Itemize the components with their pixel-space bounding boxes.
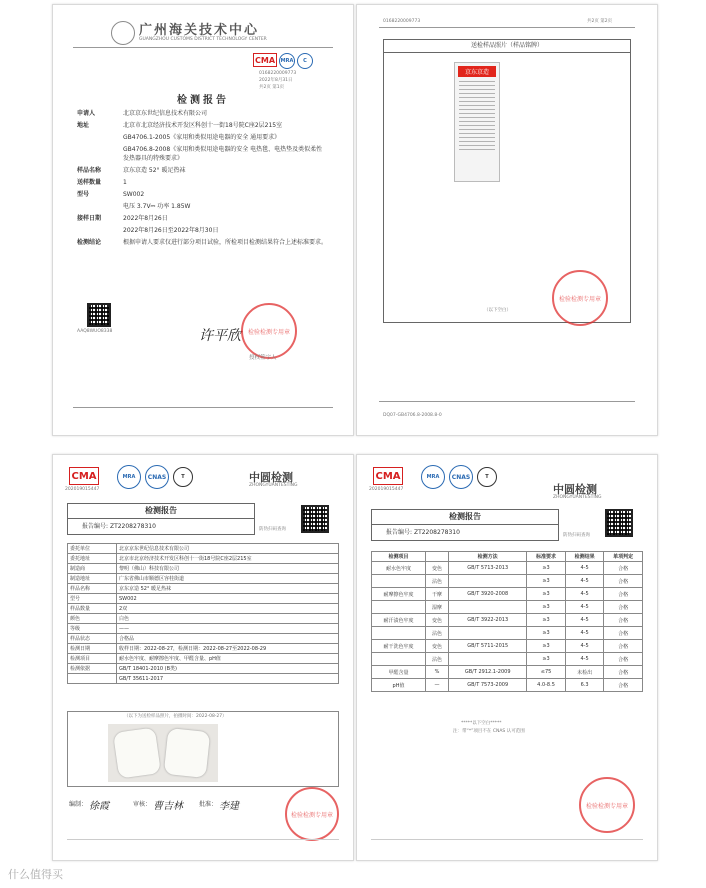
results-table [371,551,643,692]
cell-sub: 沾色 [425,627,448,640]
scan-qr-code [605,509,633,537]
cell-res: 未检出 [565,666,604,679]
cell-judge: 合格 [604,640,643,653]
photo-caption: （以下为送检样品照片，拍摄时间：2022-08-27） [124,714,227,719]
cell-method [449,627,527,640]
cell-req: ≥3 [527,575,566,588]
cnas-note: 注：带“*”项目不在 CNAS 认可范围 [453,729,525,734]
table-row [68,564,339,574]
cell-label: 委托地址 [68,554,117,564]
official-stamp: 检验检测专用章 [285,787,339,841]
cell-method: GB/T 3920-2008 [449,588,527,601]
cell-item: 耐干洗色牢度 [372,640,426,653]
cell-sub: 变色 [425,562,448,575]
info-row [77,238,327,247]
table-row [372,562,643,575]
info-row [77,166,327,175]
table-row [372,575,643,588]
info-value: 北京京东世纪信息技术有限公司 [123,110,208,117]
cell-res: 4-5 [565,614,604,627]
cell-label: 检测日期 [68,644,117,654]
sig-label-approved: 批准： [199,801,218,808]
info-table [67,543,339,684]
cell-label: 颜色 [68,614,117,624]
cell-method: GB/T 7573-2009 [449,679,527,692]
table-row [372,627,643,640]
table-row [68,624,339,634]
brand-name: 中圆检测 [553,483,597,496]
cell-label: 型号 [68,594,117,604]
cma-logo: CMA [373,467,403,485]
cell-item [372,653,426,666]
info-label [77,202,123,211]
watermark: 什么值得买 [8,868,63,881]
doc-code: DQ07-GB4706.8-2008.8-0 [383,413,442,418]
table-row [372,653,643,666]
report-no: ZT2208278310 [413,529,460,536]
report-no: ZT2208278310 [109,523,156,530]
blank-marker: （以下空白） [484,308,511,313]
report-header-box [371,509,559,541]
scan-text: 防伪扫码查询 [563,533,590,538]
info-row [77,121,327,130]
cell-sub: 变色 [425,640,448,653]
report-no: 0168220009773 [383,19,421,24]
brand-name: 中圆检测 [249,471,293,484]
cell-judge: 合格 [604,588,643,601]
info-row [77,190,327,199]
cell-res: 4-5 [565,653,604,666]
column-header: 单项判定 [604,552,643,562]
table-row [372,666,643,679]
info-label [77,226,123,235]
official-stamp: 检验检测专用章 [579,777,635,833]
info-value: 2022年8月26日至2022年8月30日 [123,227,219,234]
cell-value: 收样日期：2022-08-27，检测日期：2022-08-27至2022-08-29 [117,644,339,654]
cell-res: 4-5 [565,575,604,588]
signer-label: 授权签字人 [249,355,277,361]
cell-judge: 合格 [604,666,643,679]
center-logo [111,21,135,45]
column-header [425,552,448,562]
cell-sub: 湿摩 [425,601,448,614]
cell-sub: 沾色 [425,653,448,666]
ilac-logo: MRA [421,465,445,489]
cell-label: 委托单位 [68,544,117,554]
table-row [68,664,339,674]
photo-box-title: 送检样品照片（样品铭牌） [384,40,630,53]
cell-label: 制造地址 [68,574,117,584]
cnas-logo: CNAS [145,465,169,489]
info-row [77,226,327,235]
cell-judge: 合格 [604,653,643,666]
table-row [372,601,643,614]
cell-req: ≥3 [527,627,566,640]
page-count: 共2页 第2页 [587,19,613,24]
table-row [68,554,339,564]
cell-item: 甲醛含量 [372,666,426,679]
footer-rule [379,401,635,402]
report-title: 检测报告 [68,504,254,519]
cell-method: GB/T 2912.1-2009 [449,666,527,679]
scan-qr-code [301,505,329,533]
header-rule [379,27,635,28]
center-name: 广州海关技术中心 [139,23,260,38]
report-date: 2022年8月31日 [259,78,293,83]
cell-item [372,601,426,614]
info-value: 根据申请人要求仅进行部分项目试验，所检项目检测结果符合上述标准要求。 [123,239,328,246]
cell-sub: — [425,679,448,692]
cell-value: GB/T 18401-2010 (B类) [117,664,339,674]
info-label: 送样数量 [77,179,102,186]
cell-req: ≤75 [527,666,566,679]
report-no: 0168220009773 [259,71,297,76]
info-label [77,133,123,142]
cell-method: GB/T 5713-2013 [449,562,527,575]
official-stamp: 检验检测专用章 [241,303,297,359]
cell-label: 样品名称 [68,584,117,594]
blank-marker: *****以下空白***** [461,721,502,726]
info-label [77,145,123,163]
brand-name-en: ZHONGYUANTESTING [249,483,298,488]
page-count: 共2页 第1页 [259,85,285,90]
report-header-box [67,503,255,535]
nameplate-photo [454,62,500,182]
cell-label [68,674,117,684]
cell-req: 4.0-8.5 [527,679,566,692]
cell-value: 京东京造 52° 暖足热袜 [117,584,339,594]
table-row [68,654,339,664]
cell-value: GB/T 35611-2017 [117,674,339,684]
column-header: 检测结果 [565,552,604,562]
testing-logo: T [173,467,193,487]
cell-judge: 合格 [604,679,643,692]
cma-logo: CMA [69,467,99,485]
column-header: 检测项目 [372,552,426,562]
footer-rule [371,839,643,840]
cell-item: 耐汗渍色牢度 [372,614,426,627]
info-row [77,109,327,118]
cell-value: SW002 [117,594,339,604]
report-page-3 [52,454,354,861]
cell-value: —— [117,624,339,634]
report-page-1 [52,4,354,436]
cell-value: 2双 [117,604,339,614]
info-value: SW002 [123,191,145,198]
cell-judge: 合格 [604,575,643,588]
official-stamp: 检验检测专用章 [552,270,608,326]
signature-prepared: 徐霞 [89,801,109,812]
cell-item: pH值 [372,679,426,692]
table-row [68,544,339,554]
cell-method: GB/T 3922-2013 [449,614,527,627]
cma-no: 202019015447 [369,487,404,492]
cell-res: 4-5 [565,562,604,575]
info-row [77,145,327,163]
cell-res: 4-5 [565,601,604,614]
cell-res: 4-5 [565,627,604,640]
table-row [68,604,339,614]
sig-label-prepared: 编制： [69,801,88,808]
info-value: 京东京造 52° 暖足热袜 [123,167,186,174]
cell-req: ≥3 [527,562,566,575]
info-value: GB4706.8-2008《家用和类似用途电器的安全 电热毯、电热垫及类似柔性发热器具的特殊要求》 [123,146,323,162]
table-row [68,584,339,594]
column-header: 检测方法 [449,552,527,562]
cell-value: 北京京东世纪信息技术有限公司 [117,544,339,554]
cell-req: ≥3 [527,601,566,614]
info-label: 检测结论 [77,239,102,246]
verify-qr-code [87,303,111,327]
cell-item: 耐水色牢度 [372,562,426,575]
report-no-label: 报告编号: [386,529,413,536]
cell-value: 白色 [117,614,339,624]
cell-sub: 沾色 [425,575,448,588]
cell-label: 检测依据 [68,664,117,674]
cell-value: 北京市北京经济技术开发区科创十一街18号院C座2层215室 [117,554,339,564]
cell-req: ≥3 [527,588,566,601]
info-row [77,202,327,211]
cell-method: GB/T 5711-2015 [449,640,527,653]
report-page-4 [356,454,658,861]
cell-sub: 变色 [425,614,448,627]
cell-label: 样品数量 [68,604,117,614]
cell-method [449,653,527,666]
brand-name-en: ZHONGYUANTESTING [553,495,602,500]
table-row [68,574,339,584]
table-row [68,674,339,684]
verify-code: AAQ8WUO8338 [77,329,113,334]
cnas-logo: CNAS [449,465,473,489]
ilac-logo: MRA [279,53,295,69]
photo-box [383,39,631,323]
info-label: 接样日期 [77,215,102,222]
info-row [77,178,327,187]
info-label: 型号 [77,191,90,198]
cell-judge: 合格 [604,627,643,640]
cell-item [372,575,426,588]
report-no-label: 报告编号: [82,523,109,530]
cell-sub: % [425,666,448,679]
info-row [77,133,327,142]
cell-value: 黎明（佛山）科技有限公司 [117,564,339,574]
testing-logo: T [477,467,497,487]
info-value: 2022年8月26日 [123,215,168,222]
cell-req: ≥3 [527,653,566,666]
cell-method [449,601,527,614]
sample-photo [108,724,218,782]
info-rows [77,109,327,250]
signature-approved: 李建 [219,801,239,812]
sig-label-reviewed: 审核： [133,801,152,808]
info-value: 北京市北京经济技术开发区科创十一街18号院C座2层215室 [123,122,283,129]
info-value: GB4706.1-2005《家用和类似用途电器的安全 通用要求》 [123,134,281,141]
info-label: 样品名称 [77,167,102,174]
signature: 许平欣 [199,328,241,344]
table-row [68,594,339,604]
cell-judge: 合格 [604,614,643,627]
cma-no: 202019015447 [65,487,100,492]
center-name-en: GUANGZHOU CUSTOMS DISTRICT TECHNOLOGY CENTER [139,37,267,42]
cell-sub: 干摩 [425,588,448,601]
scan-text: 防伪扫码查询 [259,527,286,532]
info-label: 申请人 [77,110,96,117]
cell-label: 等级 [68,624,117,634]
column-header: 标准要求 [527,552,566,562]
cell-req: ≥3 [527,640,566,653]
table-row [68,634,339,644]
cell-item [372,627,426,640]
table-row [372,614,643,627]
report-title: 检测报告 [372,510,558,525]
info-value: 1 [123,179,127,186]
table-row [68,644,339,654]
cell-value: 耐水色牢度、耐摩擦色牢度、甲醛含量、pH值 [117,654,339,664]
cma-logo: CMA [253,53,277,67]
footer-rule [73,407,333,408]
photo-section [67,711,339,787]
cell-judge: 合格 [604,562,643,575]
cell-res: 4-5 [565,588,604,601]
table-row [372,640,643,653]
cell-method [449,575,527,588]
cnas-logo: C [297,53,313,69]
cell-label: 样品状态 [68,634,117,644]
table-row [68,614,339,624]
table-row [372,679,643,692]
ilac-logo: MRA [117,465,141,489]
header-rule [73,47,333,48]
cell-label: 制造商 [68,564,117,574]
report-title: 检测报告 [177,95,229,106]
info-label: 地址 [77,122,90,129]
cell-label: 检测项目 [68,654,117,664]
footer-rule [67,839,339,840]
cell-res: 4-5 [565,640,604,653]
cell-item: 耐摩擦色牢度 [372,588,426,601]
info-value: 电压 3.7V⎓ 功率 1.85W [123,203,191,210]
report-page-2 [356,4,658,436]
cell-judge: 合格 [604,601,643,614]
info-row [77,214,327,223]
cell-req: ≥3 [527,614,566,627]
cell-res: 6.3 [565,679,604,692]
table-row [372,588,643,601]
cell-value: 合格品 [117,634,339,644]
signature-reviewed: 曹吉林 [153,801,183,812]
cell-value: 广东省佛山市顺德区容桂街道 [117,574,339,584]
brand-label: 京东京造 [458,66,496,77]
